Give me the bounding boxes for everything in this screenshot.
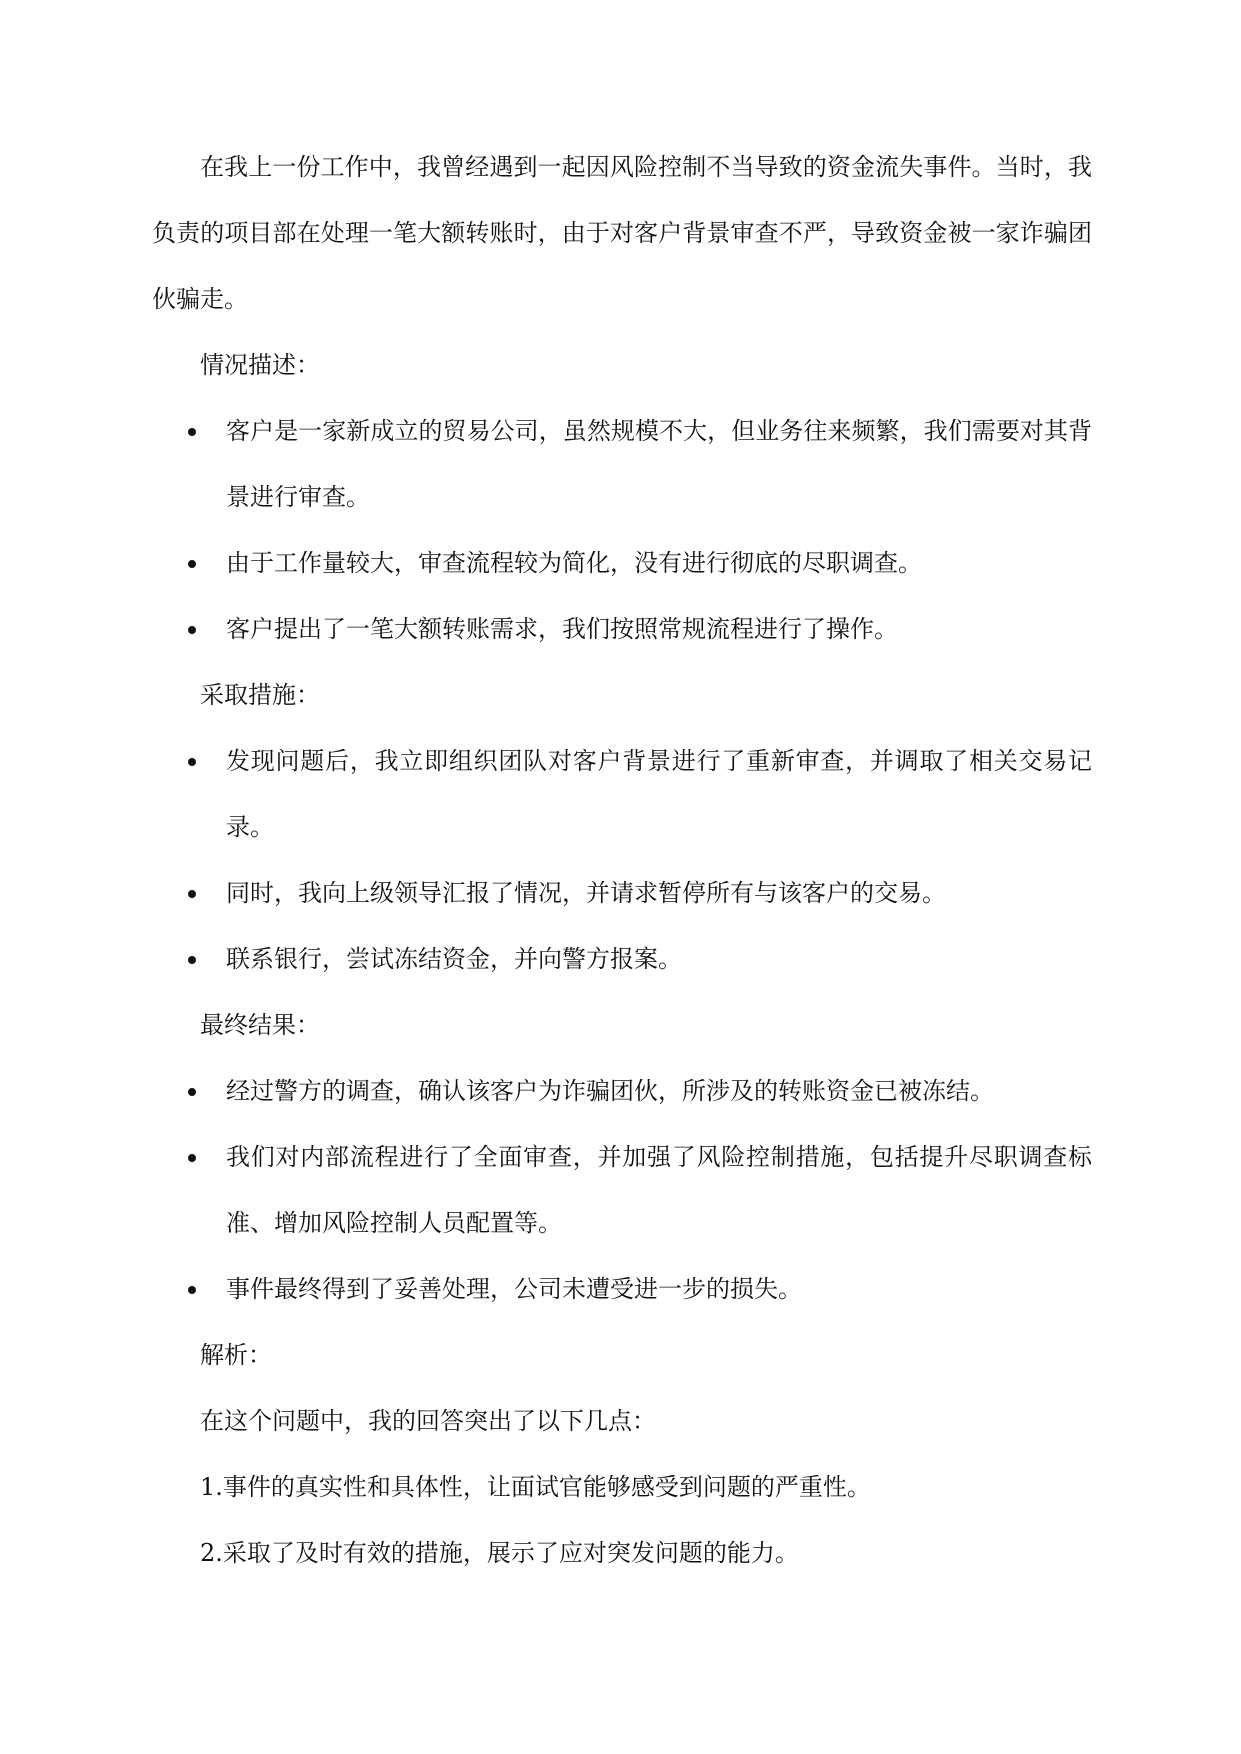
action-item-text: 同时，我向上级领导汇报了情况，并请求暂停所有与该客户的交易。 — [226, 879, 946, 907]
result-item — [152, 1124, 1092, 1256]
situation-item — [152, 596, 1092, 662]
result-label: 最终结果： — [200, 1011, 320, 1039]
action-item-text: 发现问题后，我立即组织团队对客户背景进行了重新审查，并调取了相关交易记录。 — [226, 747, 1092, 841]
actions-label: 采取措施： — [200, 681, 320, 709]
bullet-icon — [188, 626, 196, 634]
action-item — [152, 926, 1092, 992]
bullet-icon — [188, 956, 196, 964]
result-item — [152, 1256, 1092, 1322]
situation-item — [152, 530, 1092, 596]
bullet-icon — [188, 560, 196, 568]
situation-item-text: 由于工作量较大，审查流程较为简化，没有进行彻底的尽职调查。 — [226, 549, 922, 577]
analysis-point: 2.采取了及时有效的措施，展示了应对突发问题的能力。 — [200, 1539, 799, 1567]
situation-label: 情况描述： — [200, 351, 320, 379]
document-body — [152, 134, 1092, 1586]
situation-item-text: 客户提出了一笔大额转账需求，我们按照常规流程进行了操作。 — [226, 615, 898, 643]
result-item-text: 我们对内部流程进行了全面审查，并加强了风险控制措施，包括提升尽职调查标准、增加风险控制人员配置等。 — [226, 1143, 1092, 1237]
situation-list — [152, 398, 1092, 662]
result-list — [152, 1058, 1092, 1322]
action-item-text: 联系银行，尝试冻结资金，并向警方报案。 — [226, 945, 682, 973]
bullet-icon — [188, 1154, 196, 1162]
analysis-point: 1.事件的真实性和具体性，让面试官能够感受到问题的严重性。 — [200, 1473, 871, 1501]
result-item-text: 事件最终得到了妥善处理，公司未遭受进一步的损失。 — [226, 1275, 802, 1303]
analysis-lead: 在这个问题中，我的回答突出了以下几点： — [200, 1407, 656, 1435]
situation-item — [152, 398, 1092, 530]
result-item-text: 经过警方的调查，确认该客户为诈骗团伙，所涉及的转账资金已被冻结。 — [226, 1077, 994, 1105]
actions-list — [152, 728, 1092, 992]
bullet-icon — [188, 758, 196, 766]
bullet-icon — [188, 1286, 196, 1294]
bullet-icon — [188, 890, 196, 898]
action-item — [152, 860, 1092, 926]
intro-paragraph: 在我上一份工作中，我曾经遇到一起因风险控制不当导致的资金流失事件。当时，我负责的项目部在处理一笔大额转账时，由于对客户背景审查不严，导致资金被一家诈骗团伙骗走。 — [152, 153, 1092, 313]
analysis-label: 解析： — [200, 1341, 272, 1369]
action-item — [152, 728, 1092, 860]
bullet-icon — [188, 428, 196, 436]
bullet-icon — [188, 1088, 196, 1096]
situation-item-text: 客户是一家新成立的贸易公司，虽然规模不大，但业务往来频繁，我们需要对其背景进行审查。 — [226, 417, 1092, 511]
result-item — [152, 1058, 1092, 1124]
